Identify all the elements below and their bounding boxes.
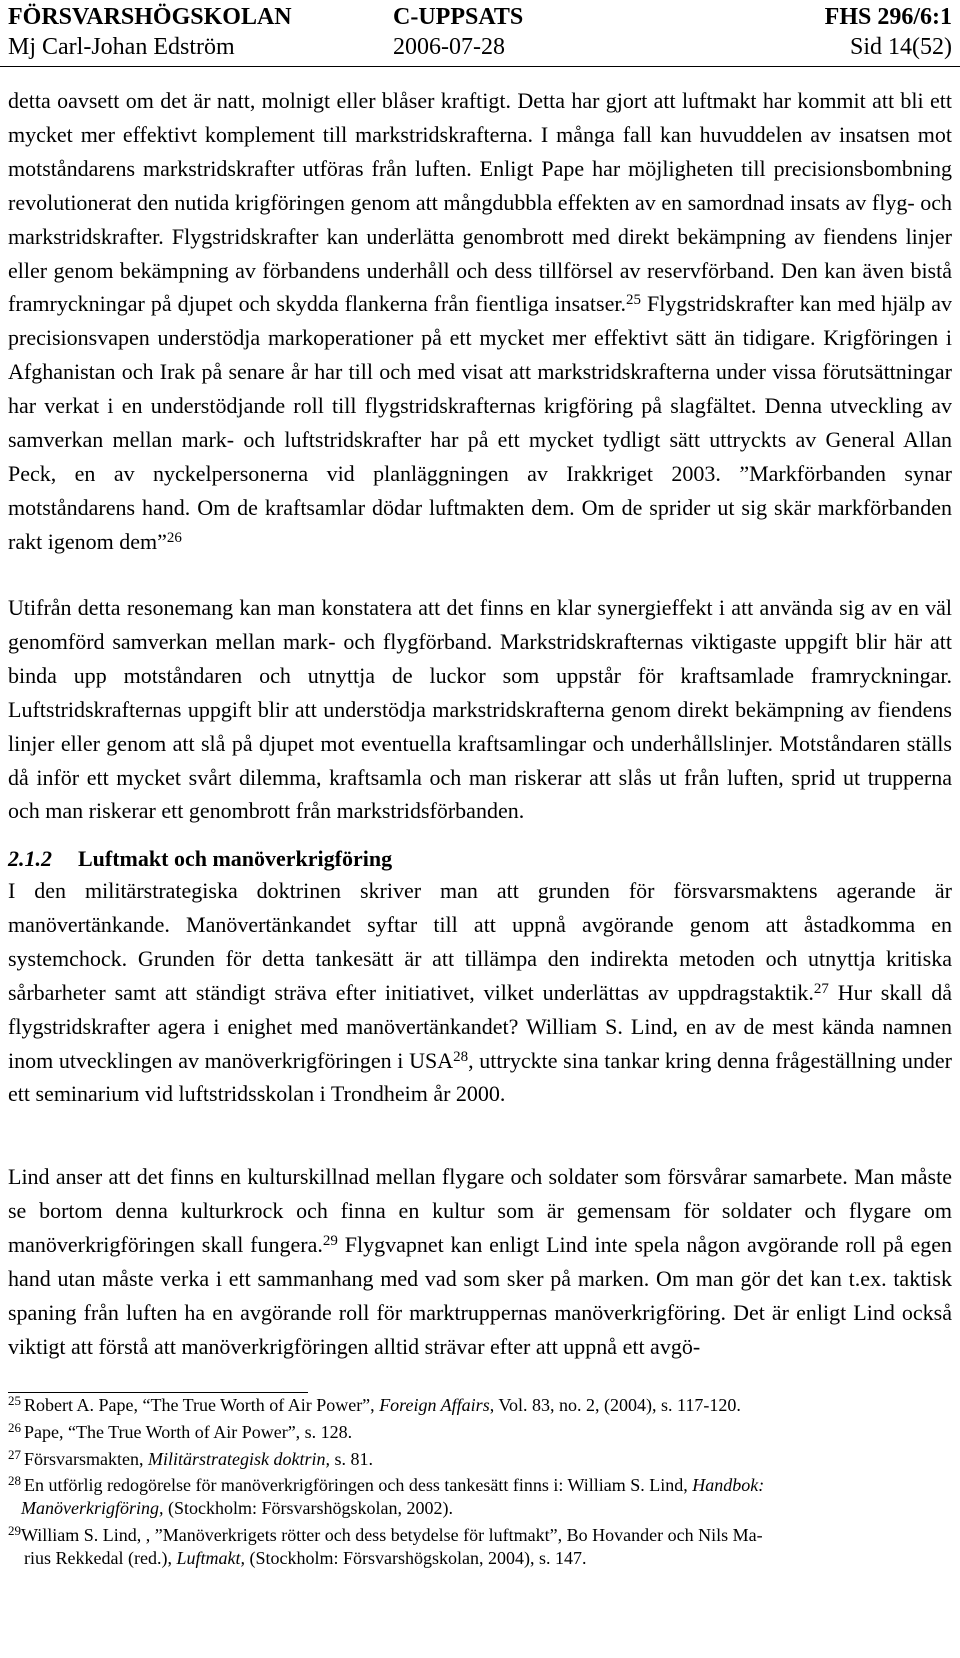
section-title: Luftmakt och manöverkrigföring [78, 846, 393, 871]
header-course-code: FHS 296/6:1 [824, 4, 952, 30]
header-author: Mj Carl-Johan Edström [8, 34, 235, 60]
paragraph-text: Utifrån detta resonemang kan man konstatera att det finns en klar synergieffekt i att använda sig av en väl genomförd samverkan mellan mark- och flygförband. Markstridskrafternas viktigaste uppgift blir här att binda upp motståndaren och utnyttja de luckor som uppstår för kraftsamlade framryckningar. Luftstridskrafternas uppgift blir att understödja markstridskrafterna genom direkt bekämpning av fiendens linjer eller genom att slå på djupet mot eventuella kraftsamlingar och underhållslinjer. Motståndaren ställs då inför ett mycket svårt dilemma, kraftsamla och man riskerar att slås ut från luften, sprid ut trupperna och man riskerar ett genombrott från markstridsförbanden. [8, 595, 952, 824]
footnote-ref[interactable]: 27 [813, 980, 829, 997]
footnote-number: 27 [8, 1446, 21, 1462]
paragraph-text: , uttryckte sina tankar kring denna frågeställning under ett seminarium vid luftstridsskolan i Trondheim år 2000. [8, 1047, 952, 1107]
footnote [8, 1524, 952, 1570]
footnote [8, 1394, 952, 1417]
footnote-ref[interactable]: 28 [453, 1048, 469, 1065]
running-header-line-1 [8, 2, 952, 32]
section-number: 2.1.2 [8, 846, 52, 871]
footnote-number: 25 [8, 1393, 21, 1408]
body-paragraph [8, 591, 952, 828]
header-page-number: Sid 14(52) [850, 34, 952, 60]
footnote-number: 26 [8, 1419, 21, 1435]
paragraph-text: I den militärstrategiska doktrinen skriver man att grunden för försvarsmaktens agerande är manövertänkande. Manövertänkandet syftar till att uppnå avgörande genom att åstadkomma en systemchock. Grunden för detta tankesätt är att tillämpa den indirekta metoden och utnyttja kritiska sårbarheter samt att ständigt sträva efter initiativet, vilket underlättas av uppdragstaktik. [8, 878, 952, 1005]
footnote-italic: Foreign Affairs [379, 1395, 490, 1415]
footnote-text: Pape, “The True Worth of Air Power”, s. 128. [24, 1421, 353, 1442]
footnote-text: Robert A. Pape, “The True Worth of Air Power”, [24, 1395, 380, 1415]
paragraph-text: Flygstridskrafter kan med hjälp av precisionsvapen understödja markoperationer på ett mycket mer effektivt sätt än tidigare. Krigföringen i Afghanistan och Irak på senare år har till och med visat att markstridskrafterna under vissa förutsättningar har verkat i en understödjande roll till flygstridskrafternas krigföring på slagfältet. Denna utveckling av samverkan mellan mark- och luftstridskrafter har på ett mycket tydligt sätt uttryckts av General Allan Peck, en av nyckelpersonerna vid planläggningen av Irakkriget 2003. ”Markförbanden synar motståndarens hand. Om de kraftsamlar dödar luftmakten dem. Om de sprider ut sig skär markförbanden rakt igenom dem” [8, 291, 952, 554]
paragraph-text: Hur skall då flygstridskrafter agera i enighet med manövertänkandet? William S. Lind, en av de mest kända namnen inom utvecklingen av manöverkrigföringen i USA [8, 979, 952, 1073]
footnote-text: (Stockholm: Försvarshögskolan, 2002). [163, 1498, 453, 1519]
footnote-ref[interactable]: 25 [625, 292, 641, 309]
footnote-text: s. 81. [329, 1448, 373, 1469]
header-date: 2006-07-28 [393, 34, 505, 60]
paragraph-text: Flygvapnet kan enligt Lind inte spela någon avgörande roll på egen hand utan måste verka i ett sammanhang med vad som sker på marken. Om man gör det kan t.ex. taktisk spaning från luften ha en avgörande roll för marktruppernas manöverkrigföring. Det är enligt Lind också viktigt att förstå att manöverkrigföringen alltid strävar efter att uppnå ett avgö- [8, 1231, 953, 1359]
footnote-italic: Handbok: [692, 1475, 765, 1496]
footnote-text: En utförlig redogörelse för manöverkrigföringen och dess tankesätt finns i: William S. Lind, [24, 1475, 693, 1496]
footnote-text: , Vol. 83, no. 2, (2004), s. 117-120. [489, 1395, 741, 1415]
footnote-number: 28 [8, 1473, 21, 1489]
section-heading [8, 842, 392, 876]
footnote-text: Försvarsmakten, [24, 1448, 148, 1469]
footnote-italic: Manöverkrigföring, [21, 1498, 164, 1519]
footnote-italic: Luftmakt, [176, 1547, 245, 1568]
header-institution: FÖRSVARSHÖGSKOLAN [8, 4, 292, 30]
header-rule [0, 66, 960, 67]
body-paragraph [8, 874, 952, 1111]
footnote [8, 1421, 952, 1444]
footnote [8, 1474, 952, 1520]
footnote-number: 29 [8, 1522, 21, 1538]
body-paragraph [8, 84, 952, 559]
footnote-separator [8, 1392, 308, 1393]
header-doc-type: C-UPPSATS [393, 4, 524, 30]
footnotes [8, 1394, 952, 1574]
footnote [8, 1448, 952, 1471]
footnote-text: William S. Lind, , ”Manöverkrigets rötter och dess betydelse för luftmakt”, Bo Hovander och Nils Ma- [21, 1524, 763, 1545]
footnote-ref[interactable]: 26 [166, 529, 182, 546]
footnote-text: rius Rekkedal (red.), [24, 1547, 177, 1568]
footnote-text: (Stockholm: Försvarshögskolan, 2004), s. 147. [244, 1547, 587, 1568]
paragraph-text: detta oavsett om det är natt, molnigt eller blåser kraftigt. Detta har gjort att luftmakt har kommit att bli ett mycket mer effektivt komplement till markstridskrafterna. I många fall kan huvuddelen av insatsen mot motståndarens markstridskrafter utföras från luften. Enligt Pape har möjligheten till precisionsbombning revolutionerat den nutida krigföringen genom att mångdubbla effekten av en samordnad insats av flyg- och markstridskrafter. Flygstridskrafter kan underlätta genombrott med direkt bekämpning av fiendens linjer eller genom bekämpning av förbandens underhåll och dess tillförsel av reservförband. Den kan även bistå framryckningar på djupet och skydda flankerna från fientliga insatser. [8, 88, 952, 317]
running-header-line-2 [8, 32, 952, 62]
paragraph-text: Lind anser att det finns en kulturskillnad mellan flygare och soldater som försvårar samarbete. Man måste se bortom denna kulturkrock och finna en kultur som är gemensam för soldater och flygare om manöverkrigföringen skall fungera. [8, 1164, 952, 1257]
body-paragraph [8, 1160, 952, 1363]
footnote-ref[interactable]: 29 [322, 1232, 338, 1249]
footnote-italic: Militärstrategisk doktrin, [147, 1448, 330, 1469]
